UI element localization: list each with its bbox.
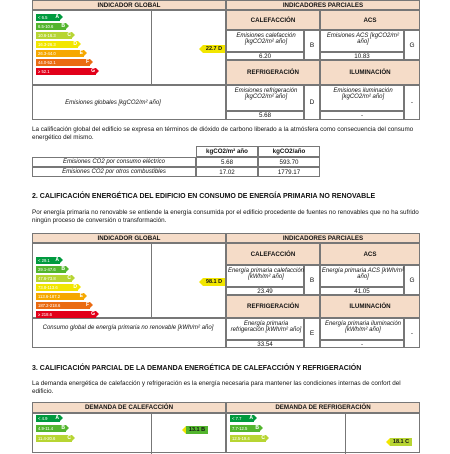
iluminacion-header-2: ILUMINACIÓN [320,295,420,318]
co2-row-electric-v2: 593.70 [258,157,320,167]
calefaccion-header: CALEFACCIÓN [226,10,320,30]
calefaccion-value: 6.20 [226,52,304,60]
rating-letter: E [79,293,83,299]
rating-letter: D [73,284,77,290]
rating-letter: B [255,425,259,431]
co2-header-year: kgCO2/año [258,146,320,157]
calefaccion-header-2: CALEFACCIÓN [226,243,320,265]
acs-header-2: ACS [320,243,420,265]
rating-letter: F [85,302,89,308]
rating-letter: B [61,23,65,29]
heating-scale [36,415,106,453]
refrigeracion-header: REFRIGERACIÓN [226,60,320,85]
global-indicator-header: INDICADOR GLOBAL [32,0,226,10]
rating-letter: C [67,435,71,441]
iluminacion-header: ILUMINACIÓN [320,60,420,85]
acs-letter-2: G [404,265,420,295]
global-consumption-label: Consumo global de energía primaria no renovable [kWh/m² año] [42,325,214,331]
global-scale-box-2 [32,243,226,318]
refrigeracion-label-2: Energía primaria refrigeración [kWh/m² año] [230,321,302,333]
iluminacion-label: Emisiones iluminación [kgCO2/m² año] [333,88,393,100]
global-emissions-label: Emisiones globales [kgCO2/m² año] [65,100,161,106]
rating-bar-a: < 7.7 A [232,415,253,421]
rating-letter: E [79,50,83,56]
energy-scale [36,14,106,84]
rating-bar-d: 16.3-26.3 D [38,41,77,47]
co2-row-other-v2: 1779.17 [258,167,320,177]
rating-bar-g: ≥ 52.1 G [38,68,95,74]
acs-header: ACS [320,10,420,30]
co2-row-other-v1: 17.02 [196,167,258,177]
section3-title: 3. CALIFICACIÓN PARCIAL DE LA DEMANDA ENERGÉTICA DE CALEFACCIÓN Y REFRIGERACIÓN [32,365,362,372]
rating-bar-f: 44.0-52.1 F [38,59,89,65]
refrigeracion-letter: D [304,85,320,120]
rating-bar-d: 73.8-113.6 D [38,284,77,290]
rating-bar-f: 187.2-218.6 F [38,302,89,308]
global-indicator-header-2: INDICADOR GLOBAL [32,233,226,243]
calefaccion-value-2: 23.49 [226,287,304,295]
acs-letter: G [404,30,420,60]
cooling-scale [230,415,300,453]
section2-paragraph: Por energía primaria no renovable se entiende la energía consumida por el edificio procedente de fuentes no renovables que no ha sufrido ningún proceso de conversión o transformación. [32,209,419,224]
rating-bar-b: 29.1-47.6 B [38,266,65,272]
rating-letter: D [73,41,77,47]
calefaccion-letter: B [304,30,320,60]
rating-letter: C [67,32,71,38]
rating-letter: B [61,266,65,272]
section2-title: 2. CALIFICACIÓN ENERGÉTICA DEL EDIFICIO EN CONSUMO DE ENERGÍA PRIMARIA NO RENOVABLE [32,193,376,200]
rating-bar-b: 6.5-10.6 B [38,23,65,29]
rating-letter: C [261,435,265,441]
rating-bar-c: 10.6-16.3 C [38,32,71,38]
acs-label: Emisiones ACS [kgCO2/m² año] [326,33,400,45]
co2-row-electric-v1: 5.68 [196,157,258,167]
global-label-box-2 [32,318,226,348]
rating-bar-c: 47.6-73.8 C [38,275,71,281]
refrigeracion-label: Emisiones refrigeración [kgCO2/m² año] [234,88,298,100]
rating-letter: A [55,14,59,20]
rating-bar-c: 11.4-20.6 C [38,435,71,441]
rating-letter: A [55,257,59,263]
partial-indicators-header: INDICADORES PARCIALES [226,0,420,10]
rating-letter: G [91,311,95,317]
acs-value: 10.83 [320,52,404,60]
rating-bar-e: 113.6-187.2 E [38,293,83,299]
acs-label-2: Energía primaria ACS [kWh/m² año] [321,268,405,280]
refrigeracion-value-2: 33.54 [226,340,304,348]
co2-explanation: La calificación global del edificio se expresa en términos de dióxido de carbono liberado a la atmósfera como consecuencia del consumo energético del mismo. [32,126,414,141]
rating-letter: G [91,68,95,74]
rating-bar-g: ≥ 218.6 G [38,311,95,317]
co2-header-m2: kgCO2/m² año [196,146,258,157]
rating-bar-a: < 29.1 A [38,257,59,263]
partial-indicators-header-2: INDICADORES PARCIALES [226,233,420,243]
rating-bar-c: 12.5-19.4 C [232,435,265,441]
global-label-box [32,85,226,120]
iluminacion-letter-2: - [404,318,420,348]
global-rating-marker-2: 98.1 D [203,278,225,286]
heating-rating-marker: 13.1 B [186,426,208,434]
calefaccion-letter-2: B [304,265,320,295]
calefaccion-label: Emisiones calefacción [kgCO2/m² año] [236,33,296,45]
refrigeracion-letter-2: E [304,318,320,348]
iluminacion-letter: - [404,85,420,120]
cooling-demand-header: DEMANDA DE REFRIGERACIÓN [226,402,420,413]
rating-letter: A [249,415,253,421]
rating-bar-a: < 4.9 A [38,415,59,421]
rating-bar-b: 7.7-12.5 B [232,425,259,431]
rating-letter: C [67,275,71,281]
heating-demand-box [32,413,226,453]
rating-letter: B [61,425,65,431]
iluminacion-value: - [320,111,404,120]
calefaccion-label-2: Energía primaria calefacción [kWh/m² año] [227,268,305,280]
iluminacion-value-2: - [320,340,404,348]
rating-letter: F [85,59,89,65]
iluminacion-label-2: Energía primaria iluminación [kWh/m² año] [324,321,402,333]
rating-bar-e: 26.3-44.0 E [38,50,83,56]
acs-value-2: 41.05 [320,287,404,295]
refrigeracion-header-2: REFRIGERACIÓN [226,295,320,318]
global-rating-marker: 22.7 D [203,45,225,53]
co2-row-other-label: Emisiones CO2 por otros combustibles [32,167,196,177]
energy-scale-2 [36,257,106,319]
heating-demand-header: DEMANDA DE CALEFACCIÓN [32,402,226,413]
rating-bar-b: 4.9-11.4 B [38,425,65,431]
section3-paragraph: La demanda energética de calefacción y refrigeración es la energía necesaria para mantener las condiciones internas de confort del edificio. [32,380,401,395]
cooling-demand-box [226,413,420,453]
rating-bar-a: < 6.5 A [38,14,59,20]
global-scale-box [32,10,226,85]
rating-letter: A [55,415,59,421]
cooling-rating-marker: 18.1 C [390,438,412,446]
refrigeracion-value: 5.68 [226,111,304,120]
co2-row-electric-label: Emisiones CO2 por consumo eléctrico [32,157,196,167]
